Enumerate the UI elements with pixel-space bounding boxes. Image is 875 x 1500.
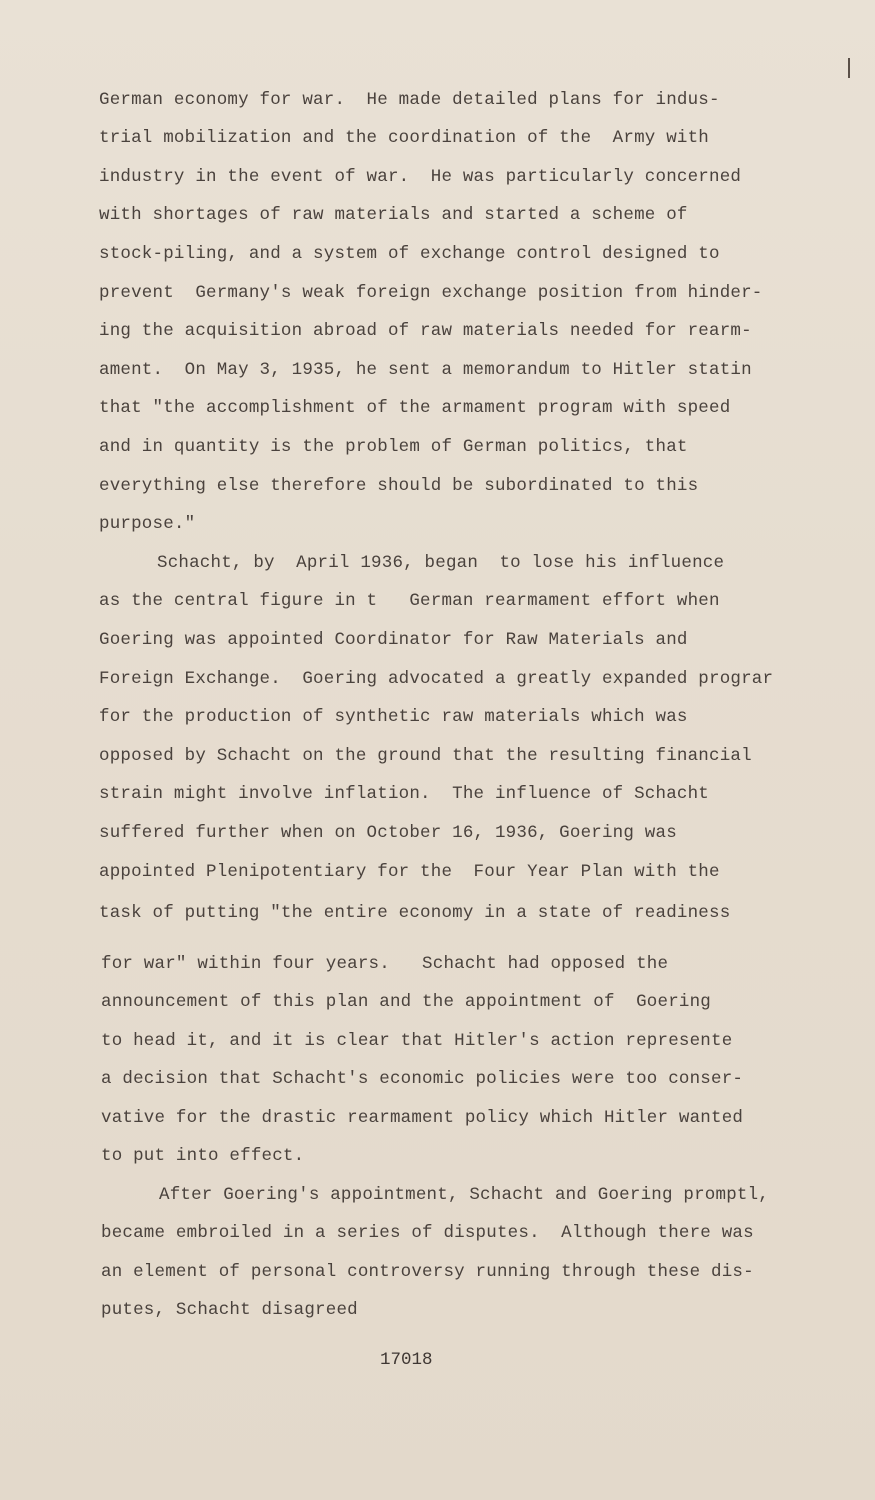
text-line: strain might involve inflation. The influence of Schacht xyxy=(99,784,709,804)
text-line: a decision that Schacht's economic policies were too conser- xyxy=(101,1069,744,1089)
text-line: task of putting "the entire economy in a state of readiness xyxy=(99,903,731,923)
text-line: and in quantity is the problem of German politics, that xyxy=(99,437,688,457)
text-line: that "the accomplishment of the armament program with speed xyxy=(99,398,731,418)
text-line: for war" within four years. Schacht had opposed the xyxy=(101,954,669,974)
text-line: Foreign Exchange. Goering advocated a greatly expanded prograr xyxy=(99,669,774,689)
text-line: After Goering's appointment, Schacht and Goering promptl, xyxy=(159,1185,769,1205)
text-line: suffered further when on October 16, 1936, Goering was xyxy=(99,823,677,843)
text-line: for the production of synthetic raw materials which was xyxy=(99,707,688,727)
text-line: to head it, and it is clear that Hitler's action represente xyxy=(101,1031,733,1051)
text-line: purpose." xyxy=(99,514,196,534)
text-line: German economy for war. He made detailed plans for indus- xyxy=(99,90,720,110)
text-line: an element of personal controversy running through these dis- xyxy=(101,1262,754,1282)
text-line: became embroiled in a series of disputes. Although there was xyxy=(101,1223,754,1243)
text-line: as the central figure in t German rearmament effort when xyxy=(99,591,720,611)
text-line: trial mobilization and the coordination of the Army with xyxy=(99,128,709,148)
text-line: ing the acquisition abroad of raw materials needed for rearm- xyxy=(99,321,752,341)
text-line: vative for the drastic rearmament policy which Hitler wanted xyxy=(101,1108,744,1128)
text-line: industry in the event of war. He was particularly concerned xyxy=(99,167,742,187)
text-line: Schacht, by April 1936, began to lose his influence xyxy=(157,553,725,573)
text-line: with shortages of raw materials and started a scheme of xyxy=(99,205,688,225)
text-line: everything else therefore should be subordinated to this xyxy=(99,476,699,496)
text-line: stock-piling, and a system of exchange control designed to xyxy=(99,244,720,264)
text-line: announcement of this plan and the appointment of Goering xyxy=(101,992,711,1012)
text-line: appointed Plenipotentiary for the Four Year Plan with the xyxy=(99,862,720,882)
text-line: ament. On May 3, 1935, he sent a memorandum to Hitler statin xyxy=(99,360,752,380)
text-line: opposed by Schacht on the ground that the resulting financial xyxy=(99,746,752,766)
page-number: 17018 xyxy=(380,1350,433,1370)
text-line: to put into effect. xyxy=(101,1146,305,1166)
text-line: putes, Schacht disagreed xyxy=(101,1300,358,1320)
text-line: prevent Germany's weak foreign exchange position from hinder- xyxy=(99,283,763,303)
text-line: Goering was appointed Coordinator for Raw Materials and xyxy=(99,630,688,650)
